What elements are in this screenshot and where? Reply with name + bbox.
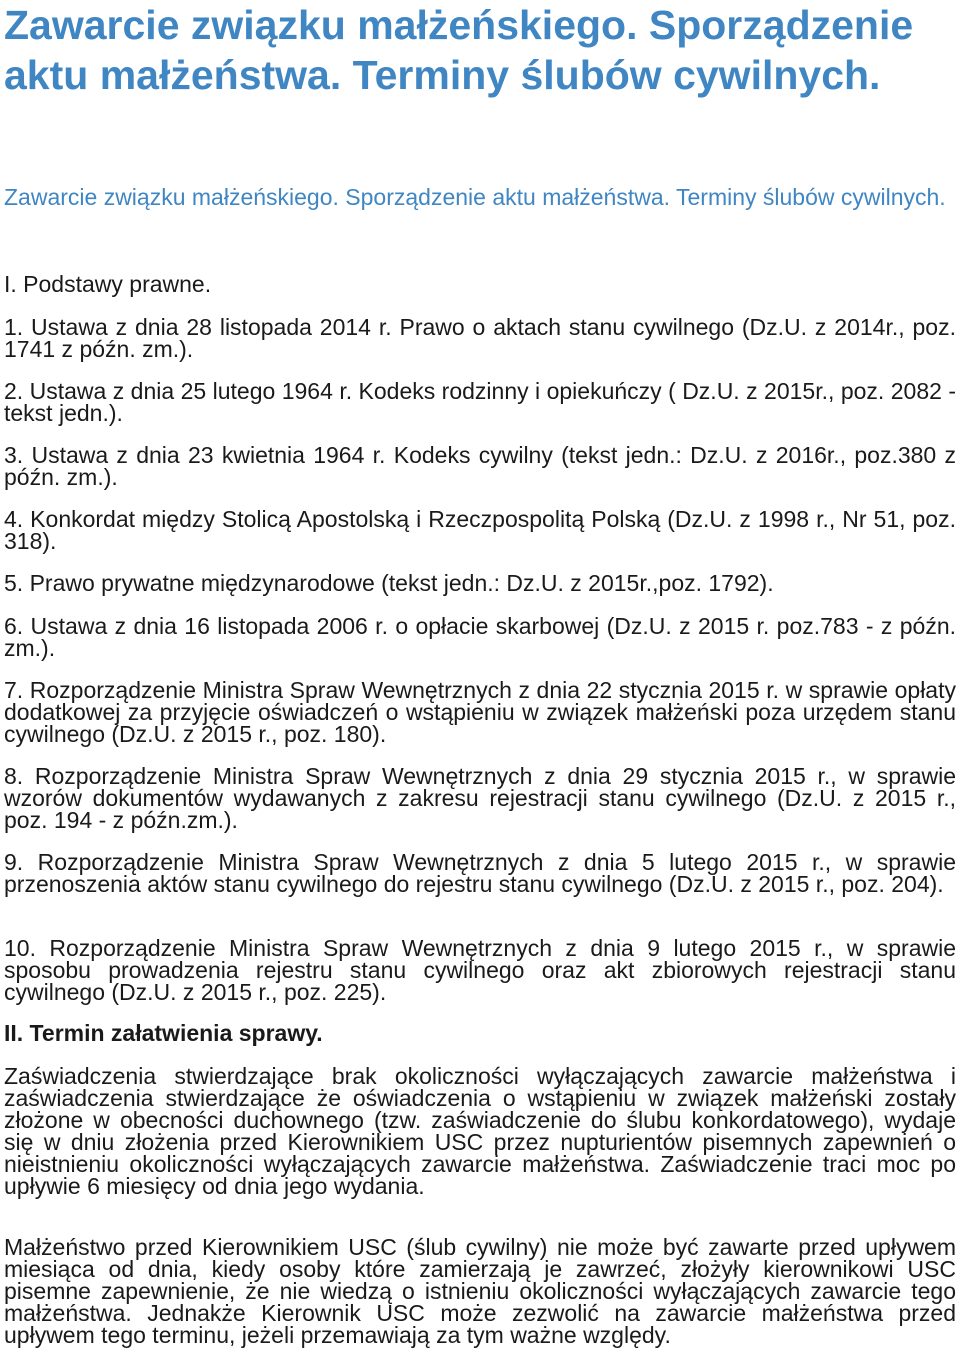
section-heading-deadline: II. Termin załatwienia sprawy. [4, 1020, 323, 1046]
list-item: 5. Prawo prywatne międzynarodowe (tekst jedn.: Dz.U. z 2015r.,poz. 1792). [4, 570, 774, 596]
list-item: 2. Ustawa z dnia 25 lutego 1964 r. Kodeks rodzinny i opiekuńczy ( Dz.U. z 2015r., poz. 2082 - tekst jedn.). [4, 378, 956, 426]
list-item: 1. Ustawa z dnia 28 listopada 2014 r. Prawo o aktach stanu cywilnego (Dz.U. z 2014r., poz. 1741 z późn. zm.). [4, 314, 956, 362]
paragraph: Zaświadczenia stwierdzające brak okoliczności wyłączających zawarcie małżeństwa i zaświadczenia stwierdzające że oświadczenia o wstąpieniu w związek małżeński zostały złożone w obecności duchownego (tzw. zaświadczenie do ślubu konkordatowego), wydaje się w dniu złożenia przed Kierownikiem USC przez nupturientów pisemnych zapewnień o nieistnieniu okoliczności wyłączających zawarcie małżeństwa. Zaświadczenie traci moc po upływie 6 miesięcy od dnia jego wydania. [4, 1063, 956, 1199]
paragraph: Małżeństwo przed Kierownikiem USC (ślub cywilny) nie może być zawarte przed upływem miesiąca od dnia, kiedy osoby które zamierzają je zawrzeć, złożyły kierownikowi USC pisemne zapewnienie, że nie wiedzą o istnieniu okoliczności wyłączających zawarcie tego małżeństwa. Jednakże Kierownik USC może zezwolić na zawarcie małżeństwa przed upływem tego terminu, jeżeli przemawiają za tym ważne względy. [4, 1234, 956, 1348]
list-item: 6. Ustawa z dnia 16 listopada 2006 r. o opłacie skarbowej (Dz.U. z 2015 r. poz.783 - z późn. zm.). [4, 613, 956, 661]
document-page [4, 0, 956, 1348]
list-item: 8. Rozporządzenie Ministra Spraw Wewnętrznych z dnia 29 stycznia 2015 r., w sprawie wzorów dokumentów wydawanych z zakresu rejestracji stanu cywilnego (Dz.U. z 2015 r., poz. 194 - z późn.zm.). [4, 763, 956, 833]
list-item: 4. Konkordat między Stolicą Apostolską i Rzeczpospolitą Polską (Dz.U. z 1998 r., Nr 51, poz. 318). [4, 506, 956, 554]
list-item: 10. Rozporządzenie Ministra Spraw Wewnętrznych z dnia 9 lutego 2015 r., w sprawie sposobu prowadzenia rejestru stanu cywilnego oraz akt zbiorowych rejestracji stanu cywilnego (Dz.U. z 2015 r., poz. 225). [4, 935, 956, 1005]
document-subtitle: Zawarcie związku małżeńskiego. Sporządzenie aktu małżeństwa. Terminy ślubów cywilnych. [4, 184, 946, 210]
list-item: 9. Rozporządzenie Ministra Spraw Wewnętrznych z dnia 5 lutego 2015 r., w sprawie przenoszenia aktów stanu cywilnego do rejestru stanu cywilnego (Dz.U. z 2015 r., poz. 204). [4, 849, 956, 897]
list-item: 7. Rozporządzenie Ministra Spraw Wewnętrznych z dnia 22 stycznia 2015 r. w sprawie opłaty dodatkowej za przyjęcie oświadczeń o wstąpieniu w związek małżeński poza urzędem stanu cywilnego (Dz.U. z 2015 r., poz. 180). [4, 677, 956, 747]
document-title: Zawarcie związku małżeńskiego. Sporządzenie aktu małżeństwa. Terminy ślubów cywilnych. [4, 2, 914, 98]
section-heading-legal-basis: I. Podstawy prawne. [4, 271, 212, 297]
list-item: 3. Ustawa z dnia 23 kwietnia 1964 r. Kodeks cywilny (tekst jedn.: Dz.U. z 2016r., poz.380 z późn. zm.). [4, 442, 956, 490]
